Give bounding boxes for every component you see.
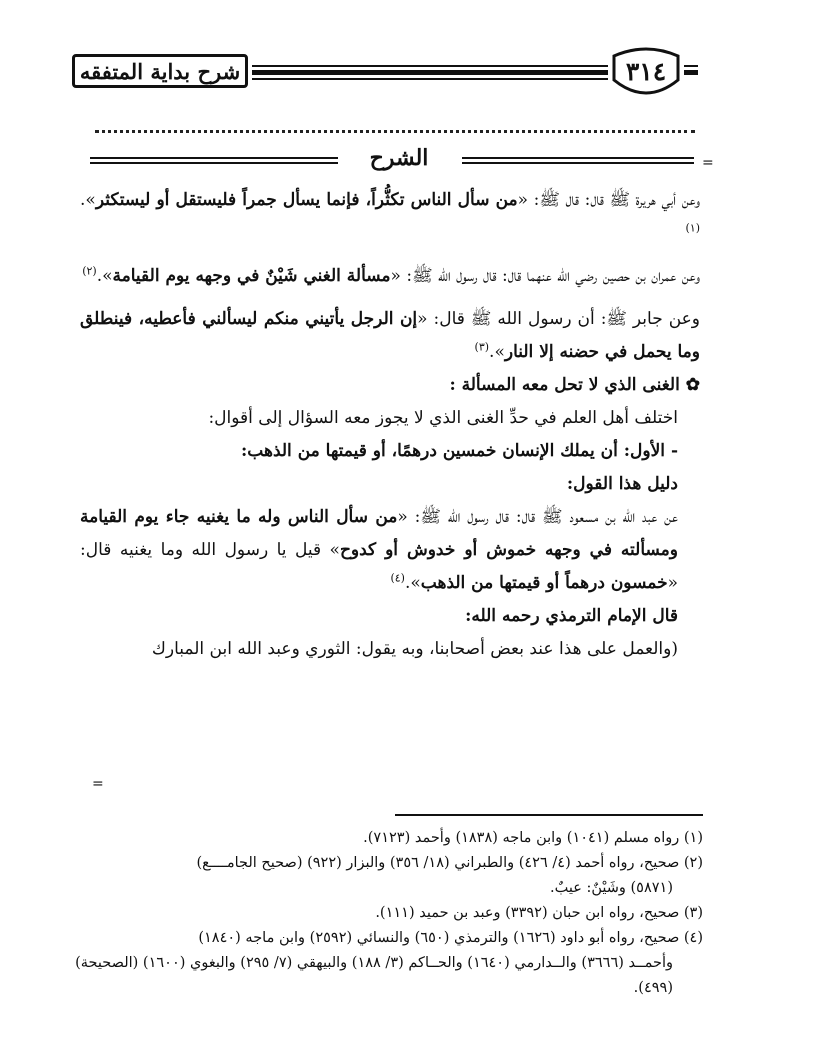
book-title: شرح بداية المتفقه [79,58,241,84]
paragraph [80,184,700,250]
quote-end: ». [404,573,421,593]
subheading: ✿ الغنى الذي لا تحل معه المسألة : [449,375,700,395]
footnote-ref[interactable]: (٣) [474,340,490,354]
paragraph: اختلف أهل العلم في حدِّ الغنى الذي لا يجوز معه السؤال إلى أقوال: [208,408,678,428]
footnote-ref[interactable]: (٢) [82,264,97,278]
section-rule [462,157,694,159]
continuation-marker: = [92,776,104,792]
footnote-text: (٢) صحيح، رواه أحمد (٤/ ٤٢٦) والطبراني (١٨/ ٣٥٦) والبزار (٩٢٢) (صحيح الجامــــع) [196,855,703,871]
hadith-text: من سأل الناس تكثُّراً، فإنما يسأل جمراً فليستقل أو ليستكثر [95,190,518,210]
section-rule [90,162,338,164]
footnotes [75,826,703,1001]
paragraph-text: وعن جابر ﷺ: أن رسول الله ﷺ قال: « [417,309,700,329]
paragraph [80,260,700,293]
quote-end: ». [96,266,113,286]
header-rule [252,70,608,75]
page-number-ornament [608,44,684,100]
main-text [80,184,700,666]
paragraph [80,303,700,369]
hadith-text: من سأل الناس وله ما يغنيه جاء يوم القيامة ومسألته في وجهه خموش أو خدوش أو كدوح [80,507,678,560]
hadith-text: مسألة الغني شَيْنٌ في وجهه يوم القيامة [112,266,391,286]
footnote [75,826,703,851]
footnote [75,926,703,1001]
hadith-text: خمسون درهماً أو قيمتها من الذهب [420,573,668,593]
section-rule [90,157,338,159]
footnote-separator [395,814,703,816]
section-title: الشرح [369,145,429,171]
header-rule [252,65,608,67]
section-heading [90,145,714,179]
paragraph-text: وعن عمران بن حصين رضي الله عنهما قال: قال رسول الله ﷺ: « [390,266,700,286]
footnote-ref[interactable]: (٤) [390,571,405,585]
page-number: ٣١٤ [625,56,667,86]
footnote-text: (١) رواه مسلم (١٠٤١) وابن ماجه (١٨٣٨) وأحمد (٧١٢٣). [363,830,703,846]
quote-end: ». [80,190,96,210]
section-rule [462,162,694,164]
footnote [75,901,703,926]
paragraph-text: » قيل يا رسول الله وما يغنيه قال: « [80,540,678,593]
footnote-ref[interactable]: (١) [685,221,700,235]
hadith-text: إن الرجل يأتيني منكم ليسألني فأعطيه، فينطلق وما يحمل في حضنه إلا النار [80,309,700,362]
paragraph-text: وعن أبي هريرة ﷺ قال: قال ﷺ: « [517,190,700,210]
book-title-box [72,54,248,88]
paragraph: (والعمل على هذا عند بعض أصحابنا، وبه يقول: الثوري وعبد الله ابن المبارك [151,639,678,659]
header-rule [252,78,608,80]
paragraph-text: عن عبد الله بن مسعود ﷺ قال: قال رسول الله ﷺ: « [397,507,679,527]
scholar-label: قال الإمام الترمذي رحمه الله: [465,606,678,626]
continuation-marker: = [702,155,714,171]
footnote-continuation: (٥٨٧١) وشَيْنٌ: عيبٌ. [549,880,673,896]
opinion-item: - الأول: أن يملك الإنسان خمسين درهمًا، أو قيمتها من الذهب: [241,441,678,461]
paragraph [80,501,700,600]
header-dotted-separator [95,118,695,133]
page-header [72,44,698,100]
footnote-continuation: وأحمــد (٣٦٦٦) والــدارمي (١٦٤٠) والحــاكم (٣/ ١٨٨) والبيهقي (٧/ ٢٩٥) والبغوي (١٦٠٠) (الصحيحة) (٤٩٩). [75,955,673,996]
footnote-text: (٣) صحيح، رواه ابن حبان (٣٣٩٢) وعبد بن حميد (١١١). [375,905,703,921]
evidence-label: دليل هذا القول: [566,474,678,494]
header-rule [684,65,698,67]
header-rule [684,70,698,75]
footnote [75,851,703,901]
footnote-text: (٤) صحيح، رواه أبو داود (١٦٢٦) والترمذي (٦٥٠) والنسائي (٢٥٩٢) وابن ماجه (١٨٤٠) [198,930,703,946]
quote-end: ». [489,342,505,362]
